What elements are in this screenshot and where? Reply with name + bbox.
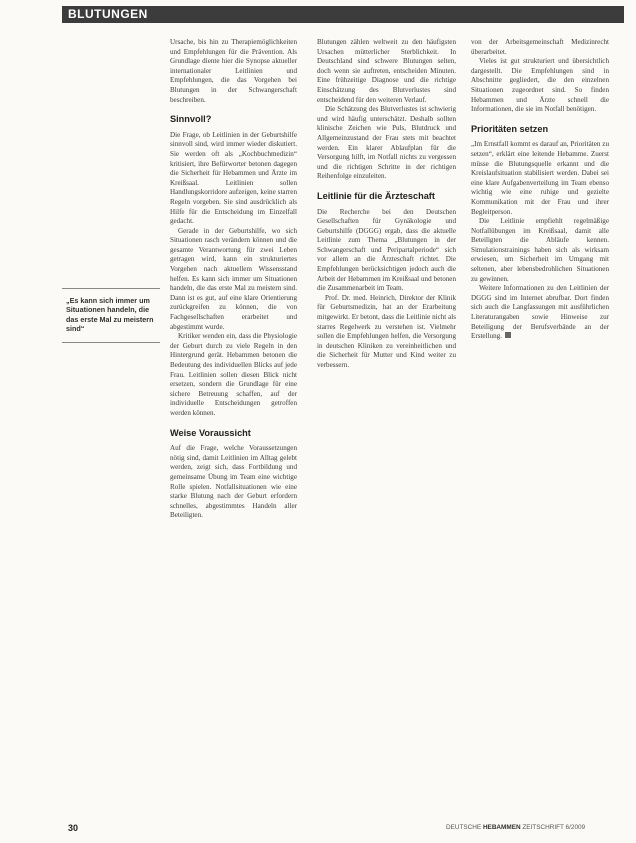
body-paragraph: von der Arbeitsgemeinschaft Medizinrecht überarbeitet. bbox=[471, 38, 609, 56]
body-paragraph-last bbox=[471, 284, 609, 342]
article-column-1 bbox=[170, 38, 297, 521]
intro-paragraph: Ursache, bis hin zu Therapiemöglichkeiten und Empfehlungen für die Prävention. Als Grundlage diente hier die Synopse aktueller internationaler Leitlinien und Empfehlungen, die das Vorgehen bei Blutungen in der Schwangerschaft beschreiben. bbox=[170, 38, 297, 104]
body-paragraph: Prof. Dr. med. Heinrich, Direktor der Klinik für Geburtsmedizin, hat an der Erarbeitung mitgewirkt. Er betont, dass die Leitlinie nicht als starres Regelwerk zu verstehen ist. Vielmehr sollen die Empfehlungen helfen, die Versorgung in deutschen Kliniken zu vereinheitlichen und die Sicherheit für Mutter und Kind weiter zu verbessern. bbox=[317, 293, 456, 369]
body-paragraph: Die Frage, ob Leitlinien in der Geburtshilfe sinnvoll sind, wird immer wieder diskutiert. Sie werden oft als „Kochbuchmedizin“ kritisiert, ihre Befürworter betonen dagegen die Sicherheit für Hebammen und Ärzte im Kreißsaal. Leitlinien sollen Handlungskorridore aufzeigen, keine starren Regeln vorgeben. Sie sind ausdrücklich als Hilfe für die Entscheidung im Einzelfall gedacht. bbox=[170, 130, 297, 226]
heading-prioritaeten-setzen: Prioritäten setzen bbox=[471, 123, 549, 134]
body-paragraph-text: Weitere Informationen zu den Leitlinien der DGGG sind im Internet abrufbar. Dort finden sich auch die Langfassungen mit ausführlichen Literaturangaben sowie Hinweise zur Beteiligung der Berufsverbände an der Erstellung. bbox=[471, 284, 609, 341]
pull-quote-rule-top bbox=[62, 288, 160, 289]
body-paragraph: Die Recherche bei den Deutschen Gesellschaften für Gynäkologie und Geburtshilfe (DGGG) ergab, dass die aktuelle Leitlinie zum Thema „Blutungen in der Schwangerschaft und Peripartalperiode“ sich vor allem an die Ärzteschaft richtet. Die Empfehlungen berücksichtigen jedoch auch die Arbeit der Hebammen im Kreißsaal und betonen die Zusammenarbeit im Team. bbox=[317, 207, 456, 293]
section-header-bar bbox=[62, 6, 624, 23]
article-column-3 bbox=[471, 38, 609, 342]
journal-suffix: ZEITSCHRIFT 6/2009 bbox=[522, 824, 586, 831]
heading-sinnvoll: Sinnvoll? bbox=[170, 114, 212, 125]
journal-footer bbox=[446, 824, 585, 831]
body-paragraph: Blutungen zählen weltweit zu den häufigsten Ursachen mütterlicher Sterblichkeit. In Deutschland sind schwere Blutungen selten, doch wenn sie auftreten, entscheiden Minuten. Eine frühzeitige Diagnose und die richtige Einschätzung des Blutverlustes sind entscheidend für den weiteren Verlauf. bbox=[317, 38, 456, 104]
body-paragraph: Gerade in der Geburtshilfe, wo sich Situationen rasch verändern können und die gesamte Verantwortung für zwei Leben getragen wird, kann ein strukturiertes Vorgehen nach aktuellem Wissensstand helfen. Es kann sich immer um Situationen handeln, die das erste Mal zu meistern sind. Dann ist es gut, auf eine klare Orientierung zurückgreifen zu können, die von Fachgesellschaften erarbeitet und abgestimmt wurde. bbox=[170, 226, 297, 331]
heading-leitlinie-aerzteschaft: Leitlinie für die Ärzteschaft bbox=[317, 190, 435, 201]
body-paragraph: Die Leitlinie empfiehlt regelmäßige Notfallübungen im Kreißsaal, damit alle Beteiligten die Abläufe kennen. Simulationstrainings haben sich als wirksam erwiesen, um Sicherheit im Umgang mit seltenen, aber lebensbedrohlichen Situationen zu gewinnen. bbox=[471, 217, 609, 283]
article-column-2 bbox=[317, 38, 456, 371]
journal-name: HEBAMMEN bbox=[482, 824, 521, 831]
pull-quote-rule-bottom bbox=[62, 342, 160, 343]
journal-prefix: DEUTSCHE bbox=[446, 824, 482, 831]
pull-quote: „Es kann sich immer um Situationen handeln, die das erste Mal zu meistern sind“ bbox=[66, 296, 154, 334]
body-paragraph: Die Schätzung des Blutverlustes ist schwierig und wird häufig unterschätzt. Deshalb sollten klinische Zeichen wie Puls, Blutdruck und Allgemeinzustand der Frau stets mit beachtet werden. Ein klarer Ablaufplan für die Versorgung hilft, im Notfall nichts zu vergessen und die richtigen Schritte in der richtigen Reihenfolge einzuleiten. bbox=[317, 105, 456, 181]
body-paragraph: Vieles ist gut strukturiert und übersichtlich dargestellt. Die Empfehlungen sind in Abschnitte gegliedert, die den einzelnen Situationen zugeordnet sind. So finden Hebammen und Ärzte schnell die Informationen, die sie im Notfall benötigen. bbox=[471, 57, 609, 114]
heading-weise-voraussicht: Weise Voraussicht bbox=[170, 427, 251, 438]
section-title: BLUTUNGEN bbox=[68, 7, 148, 21]
body-paragraph: „Im Ernstfall kommt es darauf an, Prioritäten zu setzen“, erklärt eine leitende Hebamme. Zuerst müsse die Blutungsquelle erkannt und die Kreislaufsituation stabilisiert werden. Dabei sei eine klare Aufgabenverteilung im Team ebenso wichtig wie eine ruhige und gezielte Kommunikation mit der Frau und ihrer Begleitperson. bbox=[471, 140, 609, 216]
article-end-mark bbox=[505, 332, 511, 338]
body-paragraph: Kritiker wenden ein, dass die Physiologie der Geburt durch zu viele Regeln in den Hintergrund gerät. Hebammen betonen die Bedeutung des individuellen Blicks auf jede Frau. Leitlinien sollen diesen Blick nicht ersetzen, sondern die Grundlage für eine sichere Betreuung schaffen, auf der individuelle Entscheidungen getroffen werden können. bbox=[170, 332, 297, 417]
body-paragraph: Auf die Frage, welche Voraussetzungen nötig sind, damit Leitlinien im Alltag gelebt werden, zeigt sich, dass Fortbildung und gemeinsame Übung im Team eine wichtige Rolle spielen. Notfallsituationen wie eine starke Blutung nach der Geburt erfordern schnelles, abgestimmtes Handeln aller Beteiligten. bbox=[170, 444, 297, 520]
page-number: 30 bbox=[68, 823, 79, 833]
